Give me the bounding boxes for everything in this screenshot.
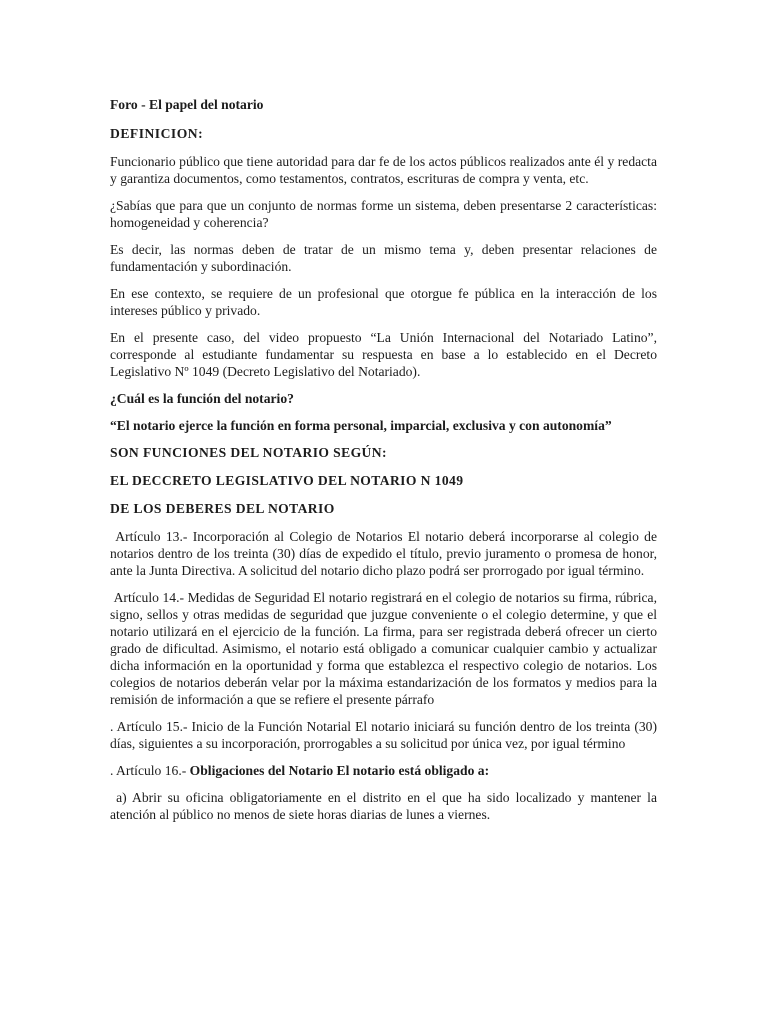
item-a: a) Abrir su oficina obligatoriamente en el distrito en el que ha sido localizado y mantener la atención al público no menos de siete horas diarias de lunes a viernes. <box>110 790 661 822</box>
definicion-heading: DEFINICION: <box>110 126 204 141</box>
articulo-13: Artículo 13.- Incorporación al Colegio de Notarios El notario deberá incorporarse al colegio de notarios dentro de los treinta (30) días de expedido el título, previo juramento o promesa de honor, ante la Junta Directiva. A solicitud del notario dicho plazo podrá ser prorrogado por igual término. <box>110 529 661 578</box>
articulo-15: . Artículo 15.- Inicio de la Función Notarial El notario iniciará su función dentro de los treinta (30) días, siguientes a su incorporación, prorrogables a su solicitud por única vez, por igual término <box>110 719 657 751</box>
heading-deberes: DE LOS DEBERES DEL NOTARIO <box>110 501 335 516</box>
document-title: Foro - El papel del notario <box>110 97 264 112</box>
question-funcion: ¿Cuál es la función del notario? <box>110 391 294 406</box>
paragraph-question-system: ¿Sabías que para que un conjunto de normas forme un sistema, deben presentarse 2 características: homogeneidad y coherencia? <box>110 198 657 230</box>
paragraph-presente-caso: En el presente caso, del video propuesto “La Unión Internacional del Notariado Latino”, corresponde al estudiante fundamentar su respuesta en base a lo establecido en el Decreto Legislativo Nº 1049 (Decreto Legislativo del Notariado). <box>110 330 657 379</box>
articulo-14: Artículo 14.- Medidas de Seguridad El notario registrará en el colegio de notarios su firma, rúbrica, signo, sellos y otras medidas de seguridad que juzgue conveniente o el colegio determine, y que el notario utilizará en el ejercicio de la función. La firma, para ser registrada deberá ofrecer un cierto grado de dificultad. Asimismo, el notario está obligado a comunicar cualquier cambio y actualizar dicha información en la oportunidad y forma que establezca el respectivo colegio de notarios. Los colegios de notarios deberán velar por la máxima estandarización de los formatos y medios para la remisión de información a que se refiere el presente párrafo <box>110 590 661 707</box>
articulo-16-obligaciones: Obligaciones del Notario El notario está obligado a: <box>186 763 490 778</box>
quote-funcion: “El notario ejerce la función en forma personal, imparcial, exclusiva y con autonomía” <box>110 418 612 433</box>
document-page <box>110 96 661 833</box>
paragraph-definition: Funcionario público que tiene autoridad para dar fe de los actos públicos realizados ante él y redacta y garantiza documentos, como testamentos, contratos, escrituras de compra y venta, etc. <box>110 154 657 186</box>
paragraph-contexto: En ese contexto, se requiere de un profesional que otorgue fe pública en la interacción de los intereses público y privado. <box>110 286 657 318</box>
paragraph-es-decir: Es decir, las normas deben de tratar de un mismo tema y, deben presentar relaciones de fundamentación y subordinación. <box>110 242 657 274</box>
articulo-16 <box>110 762 657 779</box>
articulo-16-prefix: . Artículo 16.- <box>110 763 187 778</box>
heading-decreto: EL DECCRETO LEGISLATIVO DEL NOTARIO N 1049 <box>110 473 464 488</box>
heading-funciones: SON FUNCIONES DEL NOTARIO SEGÚN: <box>110 445 387 460</box>
